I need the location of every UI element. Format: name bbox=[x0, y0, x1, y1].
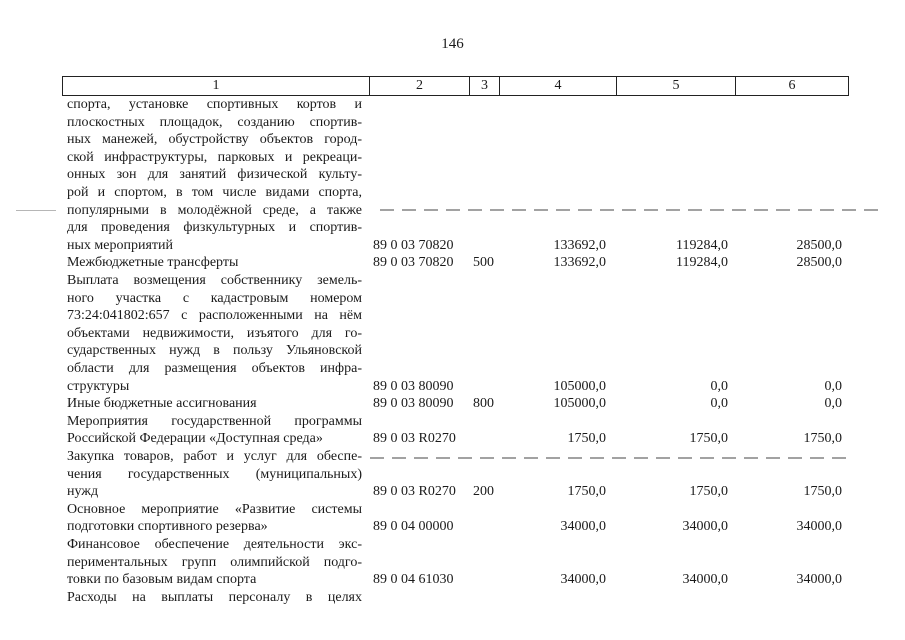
row-code: 89 0 04 00000 bbox=[373, 519, 454, 535]
row-description: Выплата возмещения собственнику земель- bbox=[67, 273, 362, 288]
row-code: 89 0 03 80090 bbox=[373, 378, 454, 394]
row-amount-col6: 34000,0 bbox=[796, 519, 842, 535]
table-line bbox=[0, 395, 905, 413]
row-code: 89 0 03 70820 bbox=[373, 237, 454, 253]
row-amount-col6: 34000,0 bbox=[796, 572, 842, 588]
row-description: Финансовое обеспечение деятельности экс- bbox=[67, 537, 362, 552]
table-line bbox=[0, 166, 905, 184]
row-description: объектами недвижимости, изъятого для го- bbox=[67, 325, 362, 341]
header-col-5: 5 bbox=[617, 77, 736, 95]
row-description: периментальных групп олимпийской подго- bbox=[67, 554, 362, 570]
row-amount-col6: 28500,0 bbox=[796, 237, 842, 253]
table-line bbox=[0, 325, 905, 343]
row-amount-col4: 1750,0 bbox=[567, 484, 606, 500]
row-amount-col5: 34000,0 bbox=[682, 572, 728, 588]
scan-artifact-mark bbox=[16, 210, 56, 211]
row-amount-col4: 133692,0 bbox=[553, 255, 606, 271]
row-description: ской инфраструктуры, парковых и рекреаци- bbox=[67, 149, 362, 165]
row-description: популярными в молодёжной среде, а также bbox=[67, 202, 362, 218]
row-amount-col4: 34000,0 bbox=[560, 519, 606, 535]
row-code: 89 0 03 70820 bbox=[373, 255, 454, 271]
table-line bbox=[0, 184, 905, 202]
table-line bbox=[0, 254, 905, 272]
row-description: Иные бюджетные ассигнования bbox=[67, 396, 257, 412]
table-line bbox=[0, 342, 905, 360]
row-amount-col6: 0,0 bbox=[824, 396, 842, 412]
row-amount-col5: 0,0 bbox=[710, 378, 728, 394]
table-line bbox=[0, 96, 905, 114]
scan-artifact-line bbox=[370, 457, 850, 459]
row-description: плоскостных площадок, созданию спортив- bbox=[67, 114, 362, 130]
header-col-4: 4 bbox=[500, 77, 617, 95]
row-type-code: 800 bbox=[473, 396, 494, 412]
table-line bbox=[0, 430, 905, 448]
row-description: спорта, установке спортивных кортов и bbox=[67, 97, 362, 112]
row-description: онных зон для занятий физической культу- bbox=[67, 167, 362, 183]
table-line bbox=[0, 272, 905, 290]
row-description: нужд bbox=[67, 484, 99, 500]
row-description: ных манежей, обустройству объектов город- bbox=[67, 132, 362, 148]
row-description: ных мероприятий bbox=[67, 237, 173, 253]
row-amount-col5: 1750,0 bbox=[689, 484, 728, 500]
row-description: для проведения физкультурных и спортив- bbox=[67, 220, 362, 236]
row-description: рой и спортом, в том числе видами спорта, bbox=[67, 185, 362, 200]
row-code: 89 0 04 61030 bbox=[373, 572, 454, 588]
row-amount-col6: 1750,0 bbox=[803, 484, 842, 500]
row-description: Основное мероприятие «Развитие системы bbox=[67, 501, 362, 517]
row-description: чения государственных (муниципальных) bbox=[67, 466, 362, 482]
row-amount-col5: 119284,0 bbox=[676, 237, 728, 253]
row-type-code: 500 bbox=[473, 255, 494, 271]
table-line bbox=[0, 518, 905, 536]
header-col-6: 6 bbox=[788, 78, 796, 93]
header-col-3: 3 bbox=[470, 77, 500, 95]
table-line bbox=[0, 290, 905, 308]
row-amount-col6: 28500,0 bbox=[796, 255, 842, 271]
row-amount-col4: 34000,0 bbox=[560, 572, 606, 588]
row-amount-col4: 133692,0 bbox=[553, 237, 606, 253]
row-description: Мероприятия государственной программы bbox=[67, 413, 362, 429]
row-code: 89 0 03 R0270 bbox=[373, 484, 456, 500]
table-line bbox=[0, 360, 905, 378]
table-line bbox=[0, 219, 905, 237]
row-description: подготовки спортивного резерва» bbox=[67, 519, 268, 535]
row-description: 73:24:041802:657 с расположенными на нём bbox=[67, 308, 362, 324]
row-description: Расходы на выплаты персоналу в целях bbox=[67, 589, 362, 605]
row-amount-col4: 105000,0 bbox=[553, 378, 606, 394]
table-line bbox=[0, 589, 905, 607]
table-line bbox=[0, 307, 905, 325]
row-description: структуры bbox=[67, 378, 130, 394]
row-description: сударственных нужд в пользу Ульяновской bbox=[67, 343, 362, 359]
table-line bbox=[0, 536, 905, 554]
table-line bbox=[0, 378, 905, 396]
table-line bbox=[0, 483, 905, 501]
table-line bbox=[0, 149, 905, 167]
table-line bbox=[0, 466, 905, 484]
row-amount-col4: 1750,0 bbox=[567, 431, 606, 447]
row-amount-col5: 0,0 bbox=[710, 396, 728, 412]
table-line bbox=[0, 571, 905, 589]
header-col-2: 2 bbox=[370, 77, 470, 95]
row-description: Российской Федерации «Доступная среда» bbox=[67, 431, 323, 447]
row-amount-col5: 1750,0 bbox=[689, 431, 728, 447]
scan-artifact-line bbox=[380, 209, 885, 211]
page-number: 146 bbox=[441, 36, 464, 52]
table-line bbox=[0, 501, 905, 519]
header-col-1: 1 bbox=[63, 77, 370, 95]
row-amount-col4: 105000,0 bbox=[553, 396, 606, 412]
row-code: 89 0 03 80090 bbox=[373, 396, 454, 412]
table-header bbox=[62, 76, 849, 96]
table-line bbox=[0, 413, 905, 431]
row-amount-col6: 0,0 bbox=[824, 378, 842, 394]
row-amount-col6: 1750,0 bbox=[803, 431, 842, 447]
row-description: Закупка товаров, работ и услуг для обеспе- bbox=[67, 449, 362, 464]
table-line bbox=[0, 237, 905, 255]
row-description: области для размещения объектов инфра- bbox=[67, 361, 362, 376]
row-amount-col5: 119284,0 bbox=[676, 255, 728, 271]
row-description: ного участка с кадастровым номером bbox=[67, 290, 362, 306]
row-code: 89 0 03 R0270 bbox=[373, 431, 456, 447]
table-line bbox=[0, 131, 905, 149]
row-description: товки по базовым видам спорта bbox=[67, 572, 257, 588]
table-line bbox=[0, 114, 905, 132]
row-type-code: 200 bbox=[473, 484, 494, 500]
row-amount-col5: 34000,0 bbox=[682, 519, 728, 535]
row-description: Межбюджетные трансферты bbox=[67, 255, 239, 271]
table-line bbox=[0, 554, 905, 572]
